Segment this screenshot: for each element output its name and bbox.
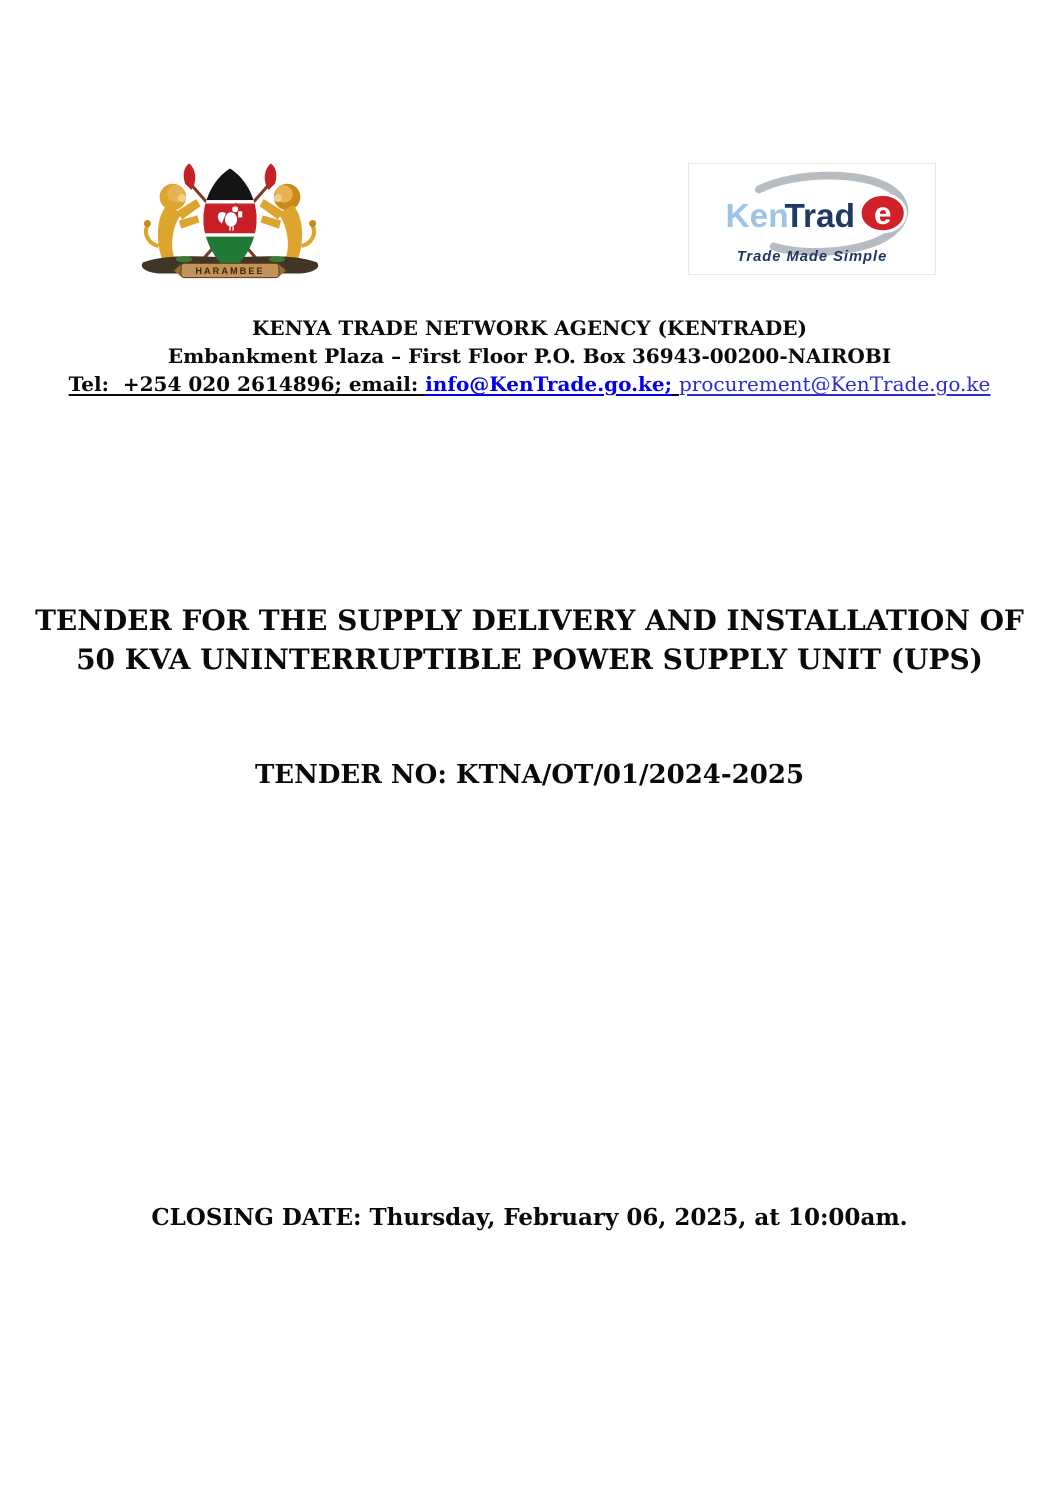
agency-address: Embankment Plaza – First Floor P.O. Box 36943-00200-NAIROBI xyxy=(167,344,892,368)
motto-text: HARAMBEE xyxy=(195,266,265,277)
logo-text-trad: Trad xyxy=(784,197,855,235)
logo-tagline: Trade Made Simple xyxy=(736,249,888,266)
lion-right-icon xyxy=(260,184,317,268)
lion-left-icon xyxy=(144,184,201,268)
tender-number: TENDER NO: KTNA/OT/01/2024-2025 xyxy=(254,760,805,790)
motto-scroll-icon xyxy=(174,263,286,277)
logo-text-e: e xyxy=(873,195,892,231)
contact-prefix: Tel: +254 020 2614896; email: xyxy=(68,372,426,396)
tender-title-line2: 50 KVA UNINTERRUPTIBLE POWER SUPPLY UNIT (UPS) xyxy=(76,643,983,676)
logo-text-ken: Ken xyxy=(725,197,789,235)
email-primary-link[interactable]: info@KenTrade.go.ke; xyxy=(425,372,672,396)
tender-title xyxy=(0,601,1059,679)
closing-date: CLOSING DATE: Thursday, February 06, 2025, at 10:00am. xyxy=(151,1204,908,1231)
email-secondary-link[interactable]: procurement@KenTrade.go.ke xyxy=(678,372,991,396)
kenya-coat-of-arms xyxy=(128,158,332,286)
contact-line xyxy=(0,370,1059,398)
tender-title-line1: TENDER FOR THE SUPPLY DELIVERY AND INSTALLATION OF xyxy=(35,604,1024,637)
letterhead xyxy=(0,314,1059,398)
kenya-coat-of-arms-icon xyxy=(128,158,332,286)
agency-name: KENYA TRADE NETWORK AGENCY (KENTRADE) xyxy=(252,316,807,340)
kentrade-logo xyxy=(688,163,936,275)
kentrade-logo-icon xyxy=(689,164,935,274)
